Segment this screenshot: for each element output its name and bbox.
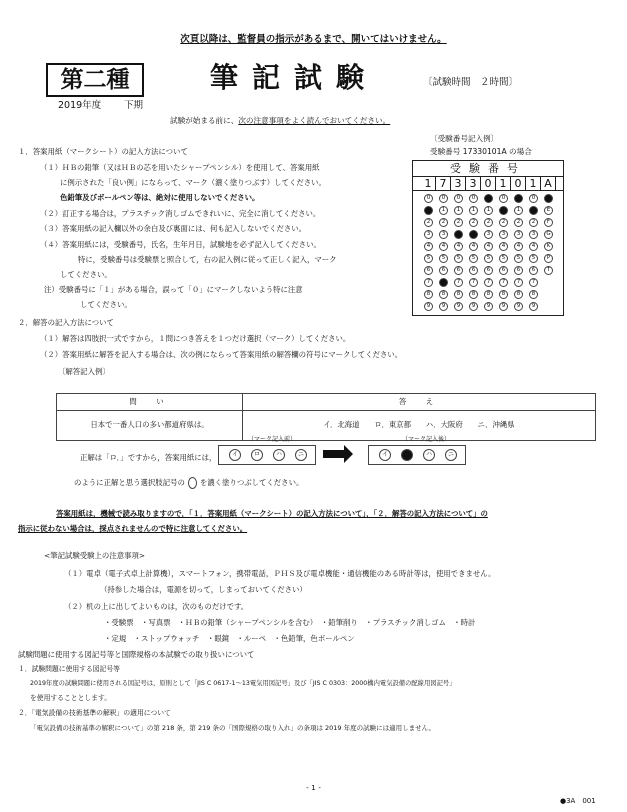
sample-bubble: 0 bbox=[529, 194, 538, 203]
warning-line bbox=[56, 509, 488, 519]
answer-bubble: ニ bbox=[295, 449, 307, 461]
sample-bubble: 2 bbox=[424, 218, 433, 227]
sample-bubble: 9 bbox=[529, 302, 538, 311]
sample-bubble: 6 bbox=[454, 266, 463, 275]
sample-bubble: 1 bbox=[454, 206, 463, 215]
answer-bubble: ハ bbox=[423, 449, 435, 461]
sample-bubble: 9 bbox=[484, 302, 493, 311]
sample-bubble: F bbox=[544, 218, 553, 227]
exam-time: 〔試験時間 ２時間〕 bbox=[423, 77, 519, 88]
sample-digit: 0 bbox=[481, 177, 496, 190]
sample-bubble: 1 bbox=[529, 206, 538, 215]
mark-after-label: （マーク記入後） bbox=[402, 436, 451, 443]
sample-bubble: 4 bbox=[439, 242, 448, 251]
answer-bubble: ハ bbox=[273, 449, 285, 461]
answer-bubble: イ bbox=[229, 449, 241, 461]
sample-bubble: 5 bbox=[454, 254, 463, 263]
sample-bubble: 2 bbox=[514, 218, 523, 227]
sample-bubble: 6 bbox=[529, 266, 538, 275]
sample-bubble: 6 bbox=[424, 266, 433, 275]
allowed-items-2: ・定規 ・ストップウォッチ ・眼鏡 ・ルーペ ・色鉛筆，色ボールペン bbox=[104, 634, 355, 643]
sample-bubble: 2 bbox=[529, 218, 538, 227]
section1-line: （３）答案用紙の記入欄以外の余白及び裏面には、何も記入しないでください。 bbox=[40, 224, 307, 233]
sample-sheet-subtitle: 受験番号 17330101A の場合 bbox=[430, 147, 532, 156]
sample-digit: 1 bbox=[496, 177, 511, 190]
table-head-question: 問 い bbox=[57, 394, 243, 411]
warning-line-2: 指示に従わない場合は，採点されませんので特に注意してください。 bbox=[18, 524, 248, 533]
correct-answer-text: 正解は「ロ．」ですから，答案用紙には， bbox=[80, 453, 217, 462]
sample-digit: 7 bbox=[436, 177, 451, 190]
sample-bubble: 5 bbox=[499, 254, 508, 263]
section1-line: （４）答案用紙には，受験番号，氏名，生年月日，試験地を必ず記入してください。 bbox=[40, 240, 321, 249]
sample-bubble: 1 bbox=[469, 206, 478, 215]
sample-bubble: 5 bbox=[514, 254, 523, 263]
exam-notes-line: （持参した場合は，電源を切って，しまっておいてください） bbox=[100, 585, 307, 594]
sample-bubble: K bbox=[544, 242, 553, 251]
paint-instruction bbox=[74, 477, 303, 489]
sample-bubble: 6 bbox=[484, 266, 493, 275]
paint-instruction-tail: を濃く塗りつぶしてください。 bbox=[199, 478, 304, 487]
sample-bubble: 4 bbox=[484, 242, 493, 251]
sample-bubble: 7 bbox=[469, 278, 478, 287]
sample-bubble: 0 bbox=[499, 194, 508, 203]
exam-year: 2019年度 bbox=[58, 100, 102, 111]
exam-notes-title: <筆記試験受験上の注意事項> bbox=[44, 551, 146, 560]
sample-bubble: 3 bbox=[469, 230, 478, 239]
section1-line: に例示された「良い例」にならって、マーク（濃く塗りつぶす）してください。 bbox=[60, 178, 326, 187]
sample-bubble: 1 bbox=[484, 206, 493, 215]
standards-heading-2: ２．「電気設備の技術基準の解釈」の適用について bbox=[18, 709, 171, 717]
mark-before-label: （マーク記入前） bbox=[248, 436, 297, 443]
sample-bubble: 7 bbox=[529, 278, 538, 287]
sample-bubble: 3 bbox=[499, 230, 508, 239]
section1-note: 注）受験番号に「１」がある場合，誤って「０」にマークしないよう特に注意 bbox=[44, 285, 303, 294]
sample-bubble: T bbox=[544, 266, 553, 275]
sample-bubble: 5 bbox=[424, 254, 433, 263]
top-notice: 次頁以降は、監督員の指示があるまで、開いてはいけません。 bbox=[180, 34, 447, 45]
sample-bubble: 3 bbox=[514, 230, 523, 239]
sample-digit: 3 bbox=[466, 177, 481, 190]
sample-bubble: 3 bbox=[484, 230, 493, 239]
sample-bubble: 8 bbox=[484, 290, 493, 299]
sample-bubble: 5 bbox=[469, 254, 478, 263]
sample-bubble: 4 bbox=[529, 242, 538, 251]
sample-bubble: 9 bbox=[454, 302, 463, 311]
section1-line: してください。 bbox=[60, 270, 112, 279]
pre-notice bbox=[170, 116, 390, 126]
table-answer: イ．北海道 ロ．東京都 ハ．大阪府 ニ．沖縄県 bbox=[243, 410, 596, 440]
sample-bubble: 7 bbox=[484, 278, 493, 287]
sample-bubble: 4 bbox=[454, 242, 463, 251]
sample-digit: 1 bbox=[421, 177, 436, 190]
sample-bubble: 5 bbox=[439, 254, 448, 263]
example-label: 〔解答記入例〕 bbox=[58, 367, 110, 376]
sample-bubble: 8 bbox=[529, 290, 538, 299]
sample-bubble: 3 bbox=[529, 230, 538, 239]
exam-class-box: 第二種 bbox=[46, 63, 144, 97]
allowed-items-1: ・受験票 ・写真票 ・ＨＢの鉛筆（シャープペンシルを含む） ・鉛筆削り ・プラスチック消しゴム ・時計 bbox=[104, 618, 476, 627]
sample-bubble: 9 bbox=[469, 302, 478, 311]
page-code: ●3A 001 bbox=[560, 797, 596, 805]
sample-answer-sheet bbox=[412, 160, 564, 316]
sample-bubble: 0 bbox=[439, 194, 448, 203]
sample-sheet-header: 受験番号 bbox=[413, 161, 563, 177]
exam-notes-line: （１）電卓（電子式卓上計算機），スマートフォン，携帯電話，ＰＨＳ及び電卓機能・通信機能のある時計等は，使用できません。 bbox=[64, 569, 496, 578]
page-number: - 1 - bbox=[306, 783, 321, 792]
sample-bubble: 8 bbox=[514, 290, 523, 299]
sample-digit: 3 bbox=[451, 177, 466, 190]
sample-bubble: 4 bbox=[514, 242, 523, 251]
answer-example-table bbox=[56, 393, 596, 441]
sample-bubble: 4 bbox=[469, 242, 478, 251]
sample-bubble: 6 bbox=[514, 266, 523, 275]
section1-line: 色鉛筆及びボールペン等は、絶対に使用しないでください。 bbox=[60, 193, 260, 202]
mark-before-box bbox=[218, 445, 316, 465]
section2-line: （１）解答は四肢択一式ですから，１問につき答えを１つだけ選択（マーク）してください。 bbox=[40, 334, 351, 343]
sample-bubble: 8 bbox=[424, 290, 433, 299]
section2-line: （２）答案用紙に解答を記入する場合は、次の例にならって答案用紙の解答欄の符号にマークしてください。 bbox=[40, 350, 403, 359]
sample-bubble: 7 bbox=[514, 278, 523, 287]
pre-notice-lead: 試験が始まる前に、 bbox=[170, 116, 239, 125]
sample-bubble: 3 bbox=[454, 230, 463, 239]
pre-notice-emphasis: 次の注意事項をよく読んでおいてください。 bbox=[238, 116, 391, 125]
answer-bubble: イ bbox=[379, 449, 391, 461]
sample-bubble: 0 bbox=[424, 194, 433, 203]
sample-digit: 1 bbox=[526, 177, 541, 190]
standards-paragraph-1: 2019年度の試験問題に使用される図記号は，原則として「JIS C 0617-1〜13電気用図記号」及び「JIS C 0303：2000構内電気設備の配線用図記号」 bbox=[30, 680, 456, 687]
section2-title: ２．解答の記入方法について bbox=[18, 318, 114, 327]
sample-bubble: 6 bbox=[439, 266, 448, 275]
sample-digit: 0 bbox=[511, 177, 526, 190]
sample-bubble: 8 bbox=[469, 290, 478, 299]
sample-bubble: 9 bbox=[424, 302, 433, 311]
exam-term: 下期 bbox=[124, 100, 144, 111]
sample-bubble: 3 bbox=[439, 230, 448, 239]
section1-note: してください。 bbox=[80, 300, 132, 309]
standards-paragraph-2: 「電気設備の技術基準の解釈について」の第 218 条，第 219 条の「国際規格の取り入れ」の条項は 2019 年度の試験には適用しません。 bbox=[30, 724, 436, 732]
standards-title: 試験問題に使用する図記号等と国際規格の本試験での取り扱いについて bbox=[18, 650, 255, 659]
sample-bubble: 1 bbox=[439, 206, 448, 215]
section1-line: （１）ＨＢの鉛筆（又はＨＢの芯を用いたシャープペンシル）を使用して、答案用紙 bbox=[40, 163, 320, 172]
sample-sheet-title: 〔受験番号記入例〕 bbox=[430, 134, 499, 143]
sample-bubble: 2 bbox=[439, 218, 448, 227]
exam-notes-line: （２）机の上に出してよいものは，次のものだけです。 bbox=[64, 602, 249, 611]
sample-bubble: 7 bbox=[499, 278, 508, 287]
sample-bubble: 7 bbox=[439, 278, 448, 287]
sample-bubble: 5 bbox=[484, 254, 493, 263]
sample-bubble: 2 bbox=[484, 218, 493, 227]
sample-sheet-divider bbox=[413, 190, 563, 191]
table-question: 日本で一番人口の多い都道府県は。 bbox=[57, 410, 243, 440]
arrow-right-icon bbox=[323, 450, 345, 458]
sample-bubble: 8 bbox=[454, 290, 463, 299]
sample-bubble: 1 bbox=[514, 206, 523, 215]
sample-bubble: 8 bbox=[499, 290, 508, 299]
sample-bubble: A bbox=[544, 194, 553, 203]
sample-bubble: 0 bbox=[469, 194, 478, 203]
sample-bubble: 8 bbox=[439, 290, 448, 299]
sample-digit: A bbox=[541, 177, 556, 190]
sample-bubble: 0 bbox=[484, 194, 493, 203]
sample-bubble: 7 bbox=[424, 278, 433, 287]
sample-bubble: E bbox=[544, 206, 553, 215]
sample-bubble: 9 bbox=[439, 302, 448, 311]
paint-instruction-lead: のように正解と思う選択肢記号の bbox=[74, 478, 185, 487]
sample-bubble: 9 bbox=[514, 302, 523, 311]
sample-bubble: 7 bbox=[454, 278, 463, 287]
warning-line-1: 答案用紙は，機械で読み取りますので，「１．答案用紙（マークシート）の記入方法について」，「２．解答の記入方法について」の bbox=[56, 509, 488, 518]
sample-bubble: 0 bbox=[454, 194, 463, 203]
standards-paragraph-1b: を使用することとします。 bbox=[30, 694, 112, 702]
exam-title: 筆記試験 bbox=[210, 61, 379, 94]
sample-bubble: 4 bbox=[499, 242, 508, 251]
sample-bubble: 3 bbox=[424, 230, 433, 239]
mark-after-box bbox=[368, 445, 466, 465]
section1-title: １．答案用紙（マークシート）の記入方法について bbox=[18, 147, 188, 156]
section1-line: （２）訂正する場合は，プラスチック消しゴムできれいに、完全に消してください。 bbox=[40, 209, 321, 218]
sample-bubble: 6 bbox=[499, 266, 508, 275]
sample-bubble: 4 bbox=[424, 242, 433, 251]
sample-bubble: 0 bbox=[514, 194, 523, 203]
sample-bubble: 2 bbox=[454, 218, 463, 227]
sample-bubble: G bbox=[544, 230, 553, 239]
sample-bubble: 5 bbox=[529, 254, 538, 263]
sample-bubble: 2 bbox=[469, 218, 478, 227]
table-head-answer: 答 え bbox=[243, 394, 596, 411]
sample-bubble: 6 bbox=[469, 266, 478, 275]
section1-line: 特に，受験番号は受験票と照合して，右の記入例に従って正しく記入，マーク bbox=[78, 255, 337, 264]
standards-heading-1: １．試験問題に使用する図記号等 bbox=[18, 665, 120, 673]
answer-bubble: ニ bbox=[445, 449, 457, 461]
sample-bubble: 9 bbox=[499, 302, 508, 311]
answer-bubble bbox=[401, 449, 413, 461]
empty-oval-icon bbox=[188, 477, 197, 489]
answer-bubble: ロ bbox=[251, 449, 263, 461]
sample-bubble: 1 bbox=[499, 206, 508, 215]
sample-bubble: 2 bbox=[499, 218, 508, 227]
sample-bubble: 1 bbox=[424, 206, 433, 215]
sample-bubble: P bbox=[544, 254, 553, 263]
